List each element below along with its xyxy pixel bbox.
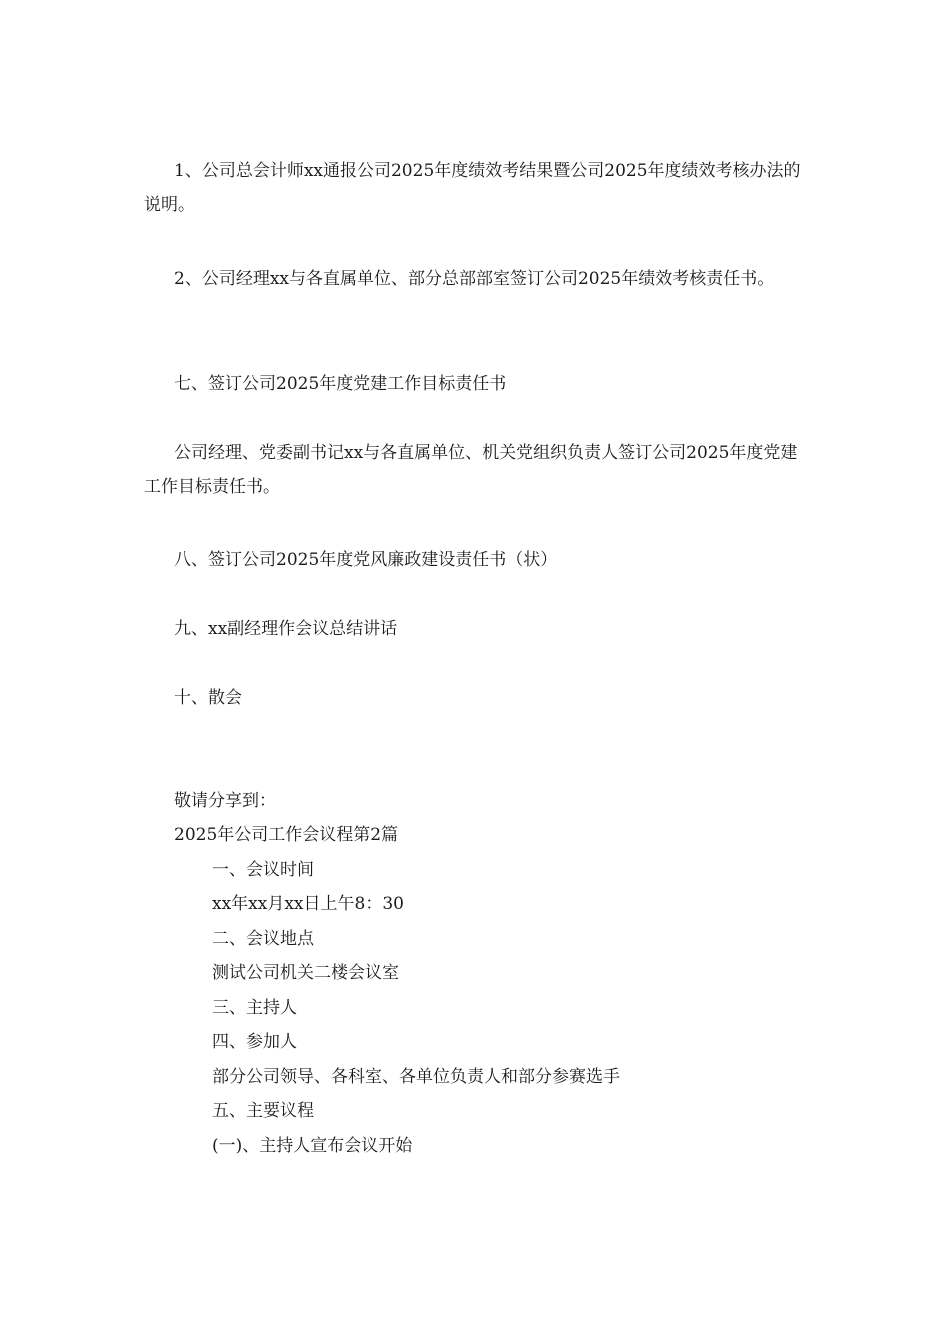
section-heading-9: 九、xx副经理作会议总结讲话 <box>174 619 398 639</box>
section-heading-10: 十、散会 <box>174 688 242 708</box>
share-label: 敬请分享到： <box>174 791 276 811</box>
section-heading-8: 八、签订公司2025年度党风廉政建设责任书（状） <box>174 550 558 570</box>
paragraph-3: 公司经理、党委副书记xx与各直属单位、机关党组织负责人签订公司2025年度党建工作目标责任书。 <box>144 443 798 497</box>
agenda-line-2: xx年xx月xx日上午8：30 <box>212 894 404 914</box>
agenda-line-8: 五、主要议程 <box>212 1101 314 1121</box>
article-title: 2025年公司工作会议程第2篇 <box>174 825 399 845</box>
paragraph-1: 1、公司总会计师xx通报公司2025年度绩效考结果暨公司2025年度绩效考核办法的说明。 <box>144 161 801 215</box>
section-heading-7: 七、签订公司2025年度党建工作目标责任书 <box>174 374 507 394</box>
agenda-line-6: 四、参加人 <box>212 1032 297 1052</box>
agenda-line-9: (一)、主持人宣布会议开始 <box>212 1136 413 1156</box>
agenda-line-5: 三、主持人 <box>212 998 297 1018</box>
agenda-line-1: 一、会议时间 <box>212 860 314 880</box>
agenda-line-7: 部分公司领导、各科室、各单位负责人和部分参赛选手 <box>212 1067 620 1087</box>
paragraph-2: 2、公司经理xx与各直属单位、部分总部部室签订公司2025年绩效考核责任书。 <box>174 269 775 289</box>
agenda-line-3: 二、会议地点 <box>212 929 314 949</box>
agenda-line-4: 测试公司机关二楼会议室 <box>212 963 399 983</box>
